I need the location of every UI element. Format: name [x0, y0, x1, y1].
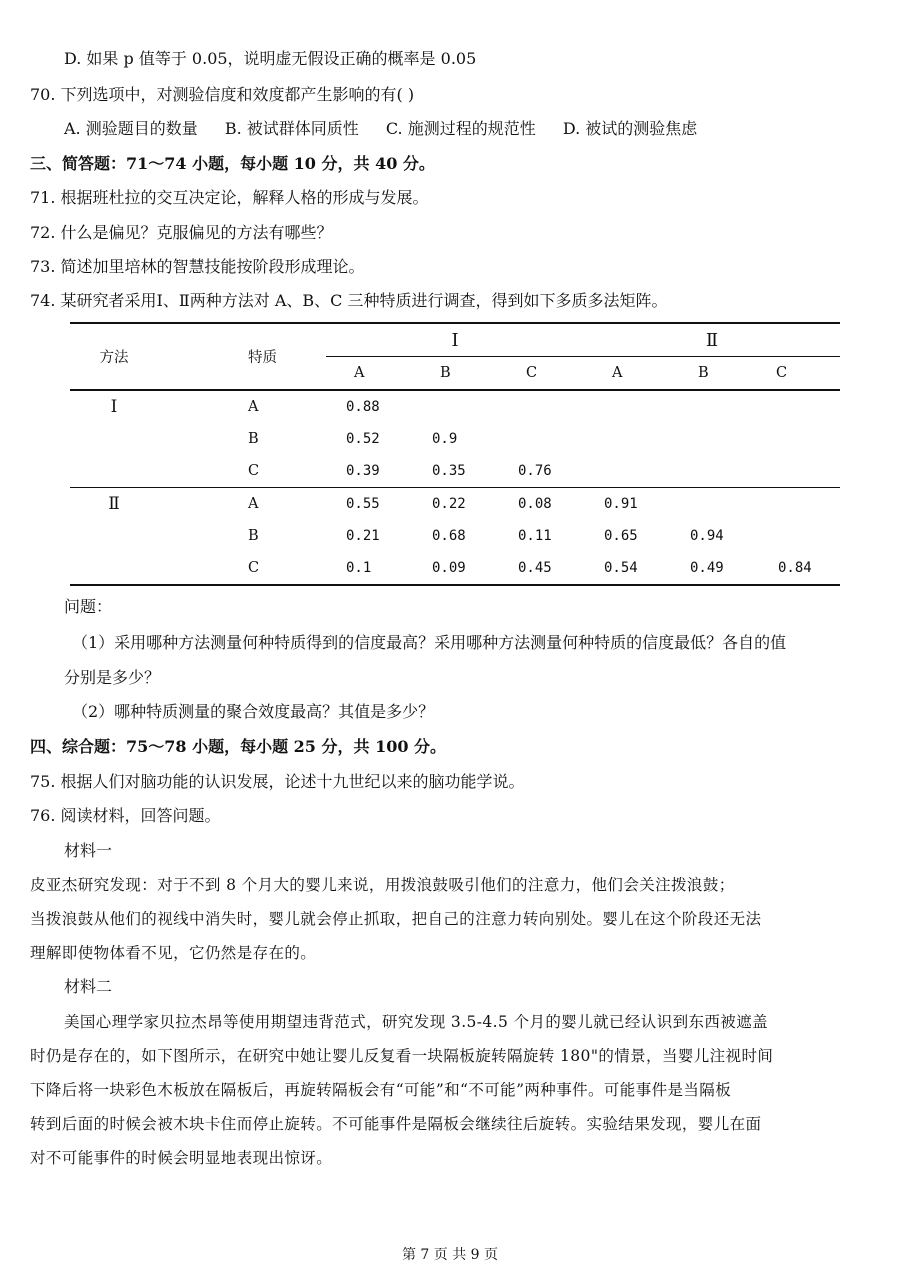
matrix-cell: 0.76	[518, 463, 552, 479]
material2-line: 美国心理学家贝拉杰昂等使用期望违背范式，研究发现 3.5-4.5 个月的婴儿就已经认识到东西被遮盖	[64, 1013, 768, 1031]
matrix-cell: 0.09	[432, 560, 466, 576]
material2-line: 时仍是存在的，如下图所示，在研究中她让婴儿反复看一块隔板旋转隔旋转 180"的情景，当婴儿注视时间	[30, 1047, 774, 1065]
matrix-cell	[498, 390, 584, 423]
matrix-cell: 0.39	[346, 463, 380, 479]
matrix-cell: 0.1	[346, 560, 372, 576]
row-method	[70, 455, 158, 488]
matrix-cell: 0.94	[690, 528, 724, 544]
material2-line: 转到后面的时候会被木块卡住而停止旋转。不可能事件是隔板会继续往后旋转。实验结果发现，婴儿在面	[30, 1115, 762, 1133]
matrix-row	[70, 488, 840, 521]
matrix-row	[70, 390, 840, 423]
matrix-cell: 0.9	[432, 431, 458, 447]
material2-label: 材料二	[64, 977, 113, 996]
matrix-cell: 0.35	[432, 463, 466, 479]
matrix-cell	[670, 390, 756, 423]
q70-options	[64, 118, 719, 140]
subheader-c2: C	[776, 365, 788, 381]
matrix-cell: 0.11	[518, 528, 552, 544]
matrix-cell: 0.45	[518, 560, 552, 576]
row-trait: B	[248, 431, 259, 447]
material1-line: 当拨浪鼓从他们的视线中消失时，婴儿就会停止抓取，把自己的注意力转向别处。婴儿在这个阶段还无法	[30, 910, 762, 928]
subheader-b1: B	[440, 365, 451, 381]
matrix-row	[70, 520, 840, 552]
q70-option-c: C. 施测过程的规范性	[385, 119, 536, 138]
matrix-cell	[756, 455, 840, 488]
q69-option-d: D. 如果 p 值等于 0.05，说明虚无假设正确的概率是 0.05	[64, 49, 477, 68]
q74: 74. 某研究者采用Ⅰ、Ⅱ两种方法对 A、B、C 三种特质进行调查，得到如下多质多法矩阵。	[30, 291, 668, 310]
matrix-cell: 0.84	[778, 560, 812, 576]
matrix-cell	[756, 520, 840, 552]
matrix-cell	[756, 488, 840, 521]
section3-title: 三、简答题：71～74 小题，每小题 10 分，共 40 分。	[30, 154, 435, 173]
matrix-row	[70, 552, 840, 585]
matrix-cell: 0.65	[604, 528, 638, 544]
subheader-c1: C	[526, 365, 538, 381]
q70-option-b: B. 被试群体同质性	[224, 119, 359, 138]
matrix-cell: 0.88	[346, 399, 380, 415]
q70-option-d: D. 被试的测验焦虑	[562, 119, 698, 138]
material1-label: 材料一	[64, 841, 113, 860]
header-method: 方法	[99, 350, 129, 366]
matrix-cell: 0.91	[604, 496, 638, 512]
row-trait: A	[248, 399, 259, 415]
matrix-row	[70, 455, 840, 488]
subheader-a1: A	[354, 365, 365, 381]
matrix-cell: 0.08	[518, 496, 552, 512]
row-method	[70, 520, 158, 552]
q73: 73. 简述加里培林的智慧技能按阶段形成理论。	[30, 257, 365, 276]
material1-line: 理解即使物体看不见，它仍然是存在的。	[30, 944, 317, 962]
header-trait: 特质	[248, 350, 277, 366]
matrix-cell: 0.68	[432, 528, 466, 544]
matrix-cell	[584, 423, 670, 455]
q71: 71. 根据班杜拉的交互决定论，解释人格的形成与发展。	[30, 188, 429, 207]
section4-title: 四、综合题：75～78 小题，每小题 25 分，共 100 分。	[30, 737, 447, 756]
material1-line: 皮亚杰研究发现：对于不到 8 个月大的婴儿来说，用拨浪鼓吸引他们的注意力，他们会关注拨浪鼓；	[30, 876, 735, 894]
row-trait: B	[248, 528, 259, 544]
matrix-cell	[584, 455, 670, 488]
sub-question-1-cont: 分别是多少？	[64, 668, 161, 687]
matrix-cell	[756, 390, 840, 423]
q72: 72. 什么是偏见？克服偏见的方法有哪些？	[30, 223, 333, 242]
subheader-b2: B	[698, 365, 709, 381]
row-method: Ⅱ	[108, 494, 120, 514]
header-group-2: Ⅱ	[584, 323, 840, 357]
matrix-cell	[412, 390, 498, 423]
q70-stem: 70. 下列选项中，对测验信度和效度都产生影响的有( )	[30, 85, 415, 104]
matrix-cell	[670, 423, 756, 455]
q76: 76. 阅读材料，回答问题。	[30, 806, 221, 825]
header-group-1: Ⅰ	[326, 323, 584, 357]
row-trait: C	[248, 560, 260, 576]
matrix-cell: 0.52	[346, 431, 380, 447]
sub-question-2: （2）哪种特质测量的聚合效度最高？其值是多少？	[72, 702, 435, 721]
matrix-cell: 0.21	[346, 528, 380, 544]
row-trait: A	[248, 496, 259, 512]
matrix-cell	[584, 390, 670, 423]
q70-option-a: A. 测验题目的数量	[64, 119, 198, 138]
subheader-a2: A	[612, 365, 623, 381]
page-footer: 第 7 页 共 9 页	[401, 1247, 499, 1263]
material2-line: 对不可能事件的时候会明显地表现出惊讶。	[30, 1149, 333, 1167]
matrix-cell: 0.54	[604, 560, 638, 576]
matrix-body	[70, 390, 840, 585]
matrix-row	[70, 423, 840, 455]
q75: 75. 根据人们对脑功能的认识发展，论述十九世纪以来的脑功能学说。	[30, 772, 525, 791]
row-method	[70, 423, 158, 455]
matrix-cell	[498, 423, 584, 455]
row-method: Ⅰ	[110, 397, 118, 417]
matrix-cell	[756, 423, 840, 455]
matrix-cell	[670, 455, 756, 488]
matrix-cell: 0.55	[346, 496, 380, 512]
matrix-cell: 0.22	[432, 496, 466, 512]
row-method	[70, 552, 158, 585]
matrix-cell: 0.49	[690, 560, 724, 576]
questions-label: 问题：	[64, 597, 113, 616]
row-trait: C	[248, 463, 260, 479]
matrix-cell	[670, 488, 756, 521]
sub-question-1: （1）采用哪种方法测量何种特质得到的信度最高？采用哪种方法测量何种特质的信度最低？各自的值	[72, 633, 787, 652]
material2-line: 下降后将一块彩色木板放在隔板后，再旋转隔板会有“可能”和“不可能”两种事件。可能事件是当隔板	[30, 1081, 732, 1099]
multitrait-multimethod-matrix	[70, 322, 840, 586]
